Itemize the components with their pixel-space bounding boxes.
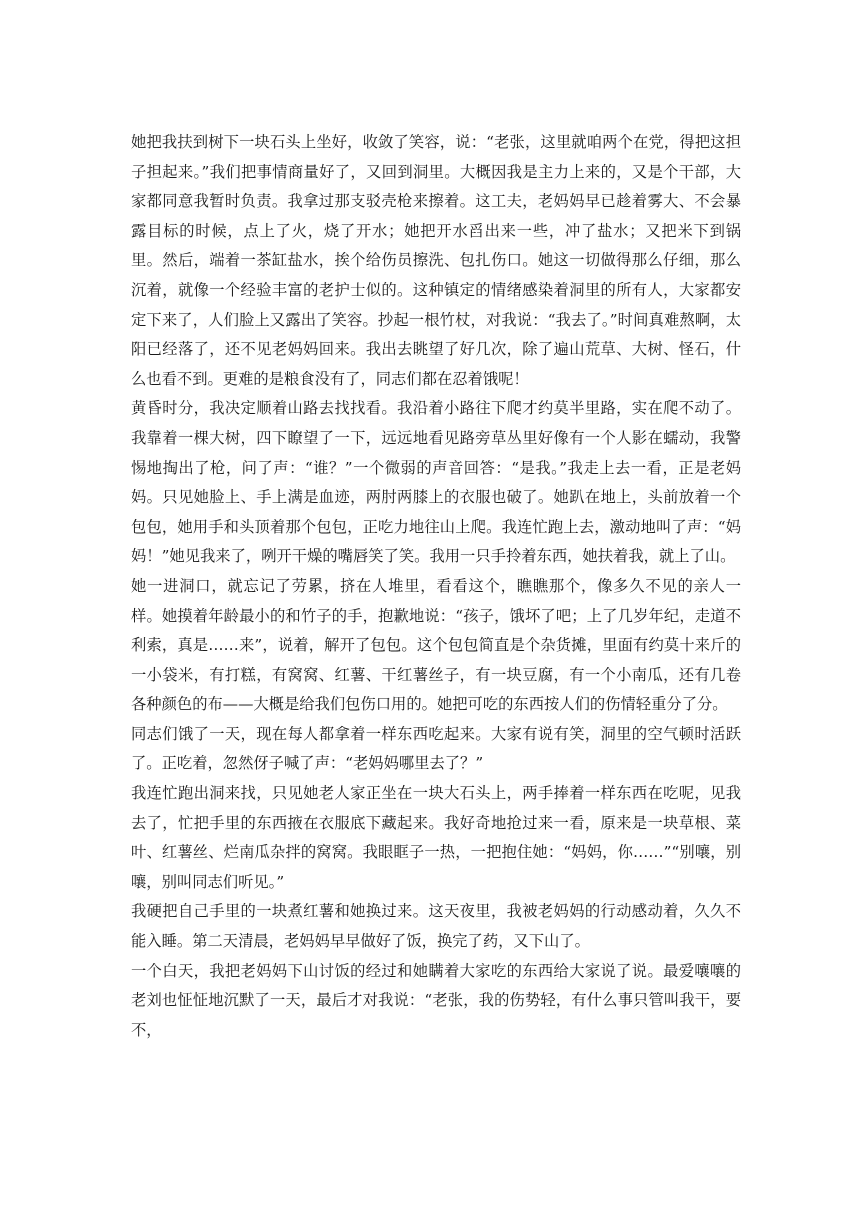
paragraph-2: 黄昏时分，我决定顺着山路去找找看。我沿着小路往下爬才约莫半里路，实在爬不动了。我靠着一棵大树，四下瞭望了一下，远远地看见路旁草丛里好像有一个人影在蠕动，我警惕地掏出了枪，问了声：“谁？”一个微弱的声音回答：“是我。”我走上去一看，正是老妈妈。只见她脸上、手上满是血迹，两肘两膝上的衣服也破了。她趴在地上，头前放着一个包包，她用手和头顶着那个包包，正吃力地往山上爬。我连忙跑上去，激动地叫了声：“妈妈！”她见我来了，咧开干燥的嘴唇笑了笑。我用一只手拎着东西，她扶着我，就上了山。	[131, 399, 741, 566]
paragraph-3: 她一进洞口，就忘记了劳累，挤在人堆里，看看这个，瞧瞧那个，像多久不见的亲人一样。她摸着年龄最小的和竹子的手，抱歉地说：“孩子，饿坏了吧；上了几岁年纪，走道不利索，真是……来”，说着，解开了包包。这个包包简直是个杂货摊，里面有约莫十来斤的一小袋米，有打糕，有窝窝、红薯、干红薯丝子，有一块豆腐，有一个小南瓜，还有几卷各种颜色的布——大概是给我们包伤口用的。她把可吃的东西按人们的伤情轻重分了分。	[131, 576, 741, 714]
paragraph-1: 她把我扶到树下一块石头上坐好，收敛了笑容，说：“老张，这里就咱两个在党，得把这担子担起来。”我们把事情商量好了，又回到洞里。大概因我是主力上来的，又是个干部，大家都同意我暂时负责。我拿过那支驳壳枪来擦着。这工夫，老妈妈早已趁着雾大、不会暴露目标的时候，点上了火，烧了开水；她把开水舀出来一些，冲了盐水；又把米下到锅里。然后，端着一茶缸盐水，挨个给伤员擦洗、包扎伤口。她这一切做得那么仔细，那么沉着，就像一个经验丰富的老护士似的。这种镇定的情绪感染着洞里的所有人，大家都安定下来了，人们脸上又露出了笑容。抄起一根竹杖，对我说：“我去了。”时间真难熬啊，太阳已经落了，还不见老妈妈回来。我出去眺望了好几次，除了遍山荒草、大树、怪石，什么也看不到。更难的是粮食没有了，同志们都在忍着饿呢！	[131, 133, 741, 388]
paragraph-7: 一个白天，我把老妈妈下山讨饭的经过和她瞒着大家吃的东西给大家说了说。最爱嚷嚷的老刘也怔怔地沉默了一天，最后才对我说：“老张，我的伤势轻，有什么事只管叫我干，要不，	[131, 961, 741, 1039]
paragraph-4: 同志们饿了一天，现在每人都拿着一样东西吃起来。大家有说有笑，洞里的空气顿时活跃了。正吃着，忽然伢子喊了声：“老妈妈哪里去了？”	[131, 724, 741, 773]
document-body	[131, 128, 741, 1045]
paragraph-6: 我硬把自己手里的一块煮红薯和她换过来。这天夜里，我被老妈妈的行动感动着，久久不能入睡。第二天清晨，老妈妈早早做好了饭，换完了药，又下山了。	[131, 902, 741, 951]
paragraph-5: 我连忙跑出洞来找，只见她老人家正坐在一块大石头上，两手捧着一样东西在吃呢，见我去了，忙把手里的东西掖在衣服底下藏起来。我好奇地抢过来一看，原来是一块草根、菜叶、红薯丝、烂南瓜杂拌的窝窝。我眼眶子一热，一把抱住她：“妈妈，你……”“别嚷，别嚷，别叫同志们听见。”	[131, 784, 741, 891]
